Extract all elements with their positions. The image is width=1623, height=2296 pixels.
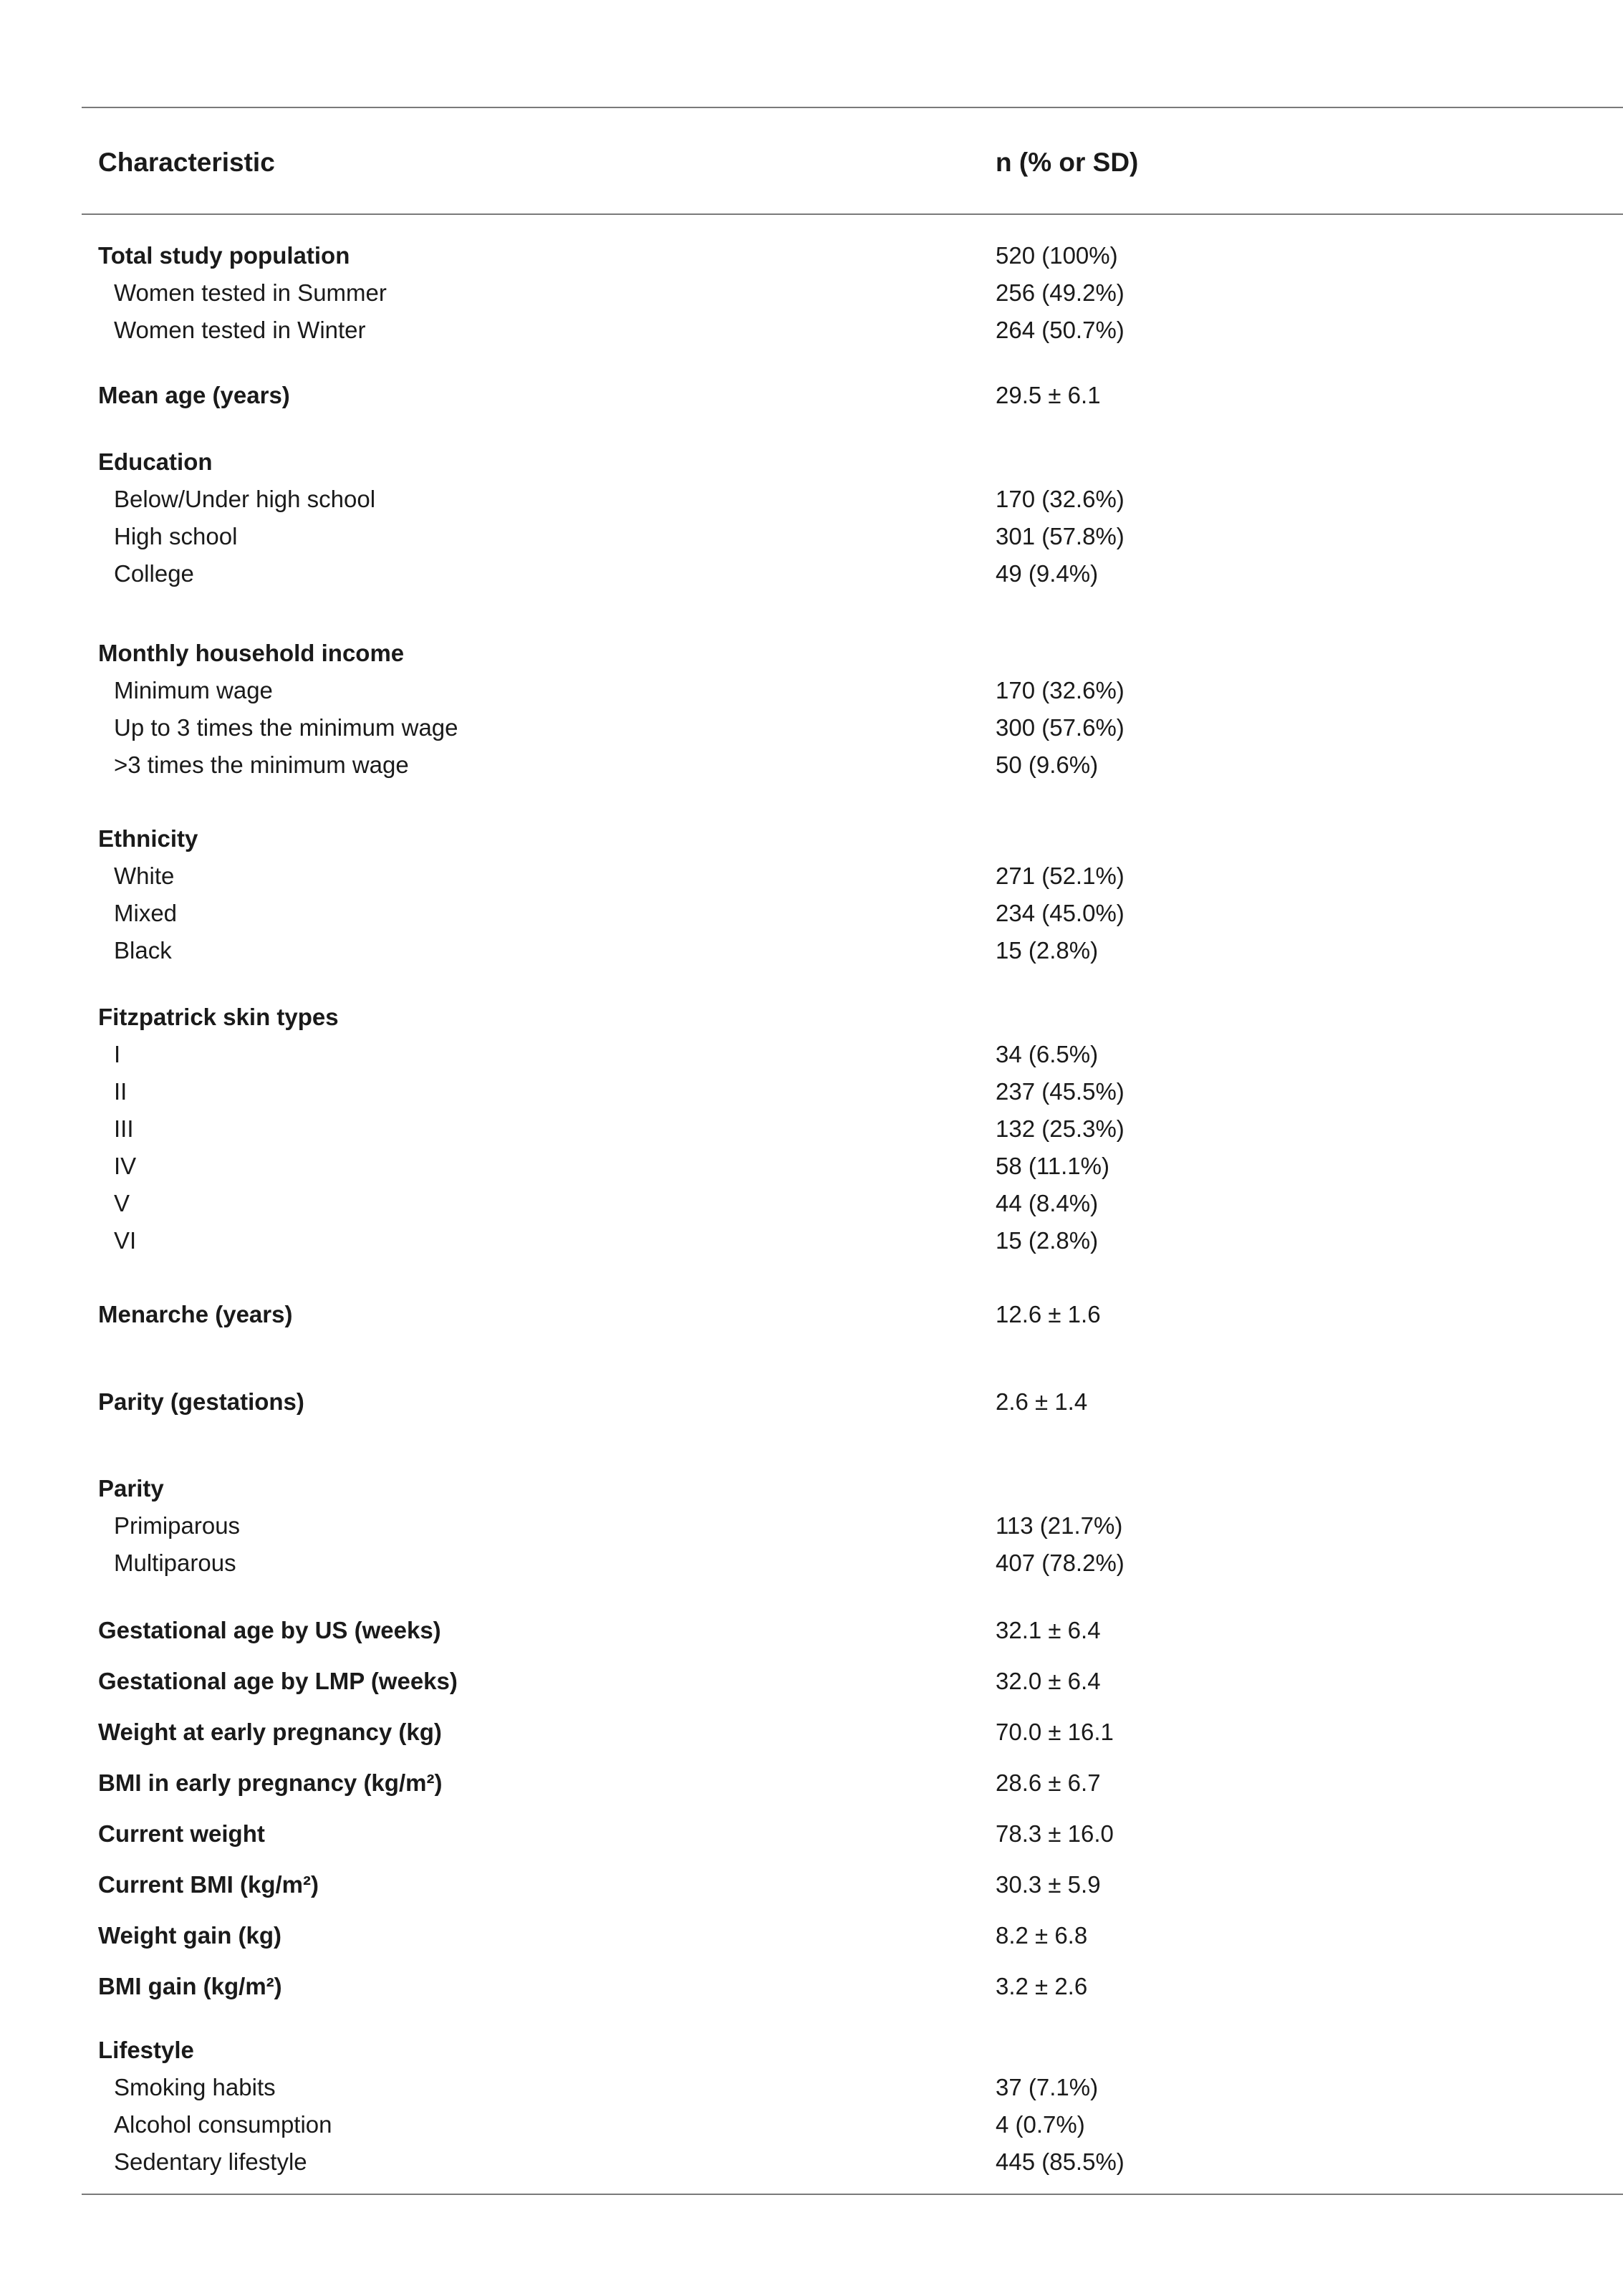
row-value: 301 (57.8%) <box>996 523 1124 549</box>
row-value: 44 (8.4%) <box>996 1190 1099 1216</box>
row-label: College <box>114 560 194 587</box>
row-label: Women tested in Summer <box>114 279 387 306</box>
row-label: II <box>114 1078 127 1105</box>
row-label: V <box>114 1190 130 1216</box>
row-value: 32.0 ± 6.4 <box>996 1668 1101 1694</box>
row-value: 170 (32.6%) <box>996 486 1124 512</box>
row-value: 256 (49.2%) <box>996 279 1124 306</box>
row-value: 32.1 ± 6.4 <box>996 1617 1101 1643</box>
row-label: I <box>114 1041 121 1067</box>
row-value: 132 (25.3%) <box>996 1115 1124 1142</box>
row-label: Weight gain (kg) <box>98 1922 282 1949</box>
section-label: Education <box>98 448 213 475</box>
row-label: Parity (gestations) <box>98 1388 304 1415</box>
row-value: 34 (6.5%) <box>996 1041 1099 1067</box>
row-label: Gestational age by LMP (weeks) <box>98 1668 458 1694</box>
row-value: 3.2 ± 2.6 <box>996 1973 1088 1999</box>
row-value: 113 (21.7%) <box>996 1512 1123 1539</box>
section-label: Ethnicity <box>98 825 198 852</box>
column-header-value: n (% or SD) <box>996 148 1139 177</box>
row-label: VI <box>114 1227 137 1254</box>
row-label: Total study population <box>98 242 350 269</box>
row-label: Up to 3 times the minimum wage <box>114 714 458 741</box>
row-value: 170 (32.6%) <box>996 677 1124 703</box>
section-label: Lifestyle <box>98 2037 194 2063</box>
row-label: BMI in early pregnancy (kg/m²) <box>98 1769 443 1796</box>
row-value: 300 (57.6%) <box>996 714 1124 741</box>
row-value: 445 (85.5%) <box>996 2148 1124 2175</box>
row-value: 28.6 ± 6.7 <box>996 1769 1101 1796</box>
row-value: 4 (0.7%) <box>996 2111 1085 2138</box>
row-value: 15 (2.8%) <box>996 937 1099 964</box>
row-value: 520 (100%) <box>996 242 1118 269</box>
row-label: High school <box>114 523 238 549</box>
row-value: 50 (9.6%) <box>996 751 1099 778</box>
row-label: >3 times the minimum wage <box>114 751 409 778</box>
row-label: Mean age (years) <box>98 382 290 408</box>
row-label: White <box>114 863 175 889</box>
row-value: 2.6 ± 1.4 <box>996 1388 1088 1415</box>
section-label: Monthly household income <box>98 640 405 666</box>
row-value: 8.2 ± 6.8 <box>996 1922 1088 1949</box>
row-label: Women tested in Winter <box>114 317 366 343</box>
section-label: Parity <box>98 1475 164 1502</box>
row-label: Sedentary lifestyle <box>114 2148 307 2175</box>
row-label: Menarche (years) <box>98 1301 293 1327</box>
row-value: 407 (78.2%) <box>996 1550 1124 1576</box>
row-label: III <box>114 1115 134 1142</box>
row-value: 271 (52.1%) <box>996 863 1124 889</box>
table-header-rule <box>82 213 1623 215</box>
row-label: Smoking habits <box>114 2074 276 2100</box>
row-label: Mixed <box>114 900 178 926</box>
column-header-characteristic: Characteristic <box>98 148 275 177</box>
row-label: Alcohol consumption <box>114 2111 332 2138</box>
row-value: 70.0 ± 16.1 <box>996 1719 1114 1745</box>
row-label: Current weight <box>98 1820 265 1847</box>
row-value: 12.6 ± 1.6 <box>996 1301 1101 1327</box>
row-label: Primiparous <box>114 1512 241 1539</box>
table-top-rule <box>82 107 1623 108</box>
row-value: 264 (50.7%) <box>996 317 1124 343</box>
row-label: Black <box>114 937 172 964</box>
row-label: Below/Under high school <box>114 486 376 512</box>
row-value: 58 (11.1%) <box>996 1153 1109 1179</box>
row-label: Gestational age by US (weeks) <box>98 1617 441 1643</box>
row-label: IV <box>114 1153 137 1179</box>
row-value: 15 (2.8%) <box>996 1227 1099 1254</box>
row-label: Weight at early pregnancy (kg) <box>98 1719 442 1745</box>
row-value: 78.3 ± 16.0 <box>996 1820 1114 1847</box>
table-bottom-rule <box>82 2194 1623 2195</box>
row-label: Current BMI (kg/m²) <box>98 1871 319 1898</box>
row-label: BMI gain (kg/m²) <box>98 1973 282 1999</box>
row-label: Multiparous <box>114 1550 236 1576</box>
row-value: 30.3 ± 5.9 <box>996 1871 1101 1898</box>
section-label: Fitzpatrick skin types <box>98 1004 339 1030</box>
row-value: 29.5 ± 6.1 <box>996 382 1101 408</box>
row-value: 234 (45.0%) <box>996 900 1124 926</box>
row-value: 49 (9.4%) <box>996 560 1099 587</box>
row-value: 237 (45.5%) <box>996 1078 1124 1105</box>
row-value: 37 (7.1%) <box>996 2074 1099 2100</box>
row-label: Minimum wage <box>114 677 273 703</box>
